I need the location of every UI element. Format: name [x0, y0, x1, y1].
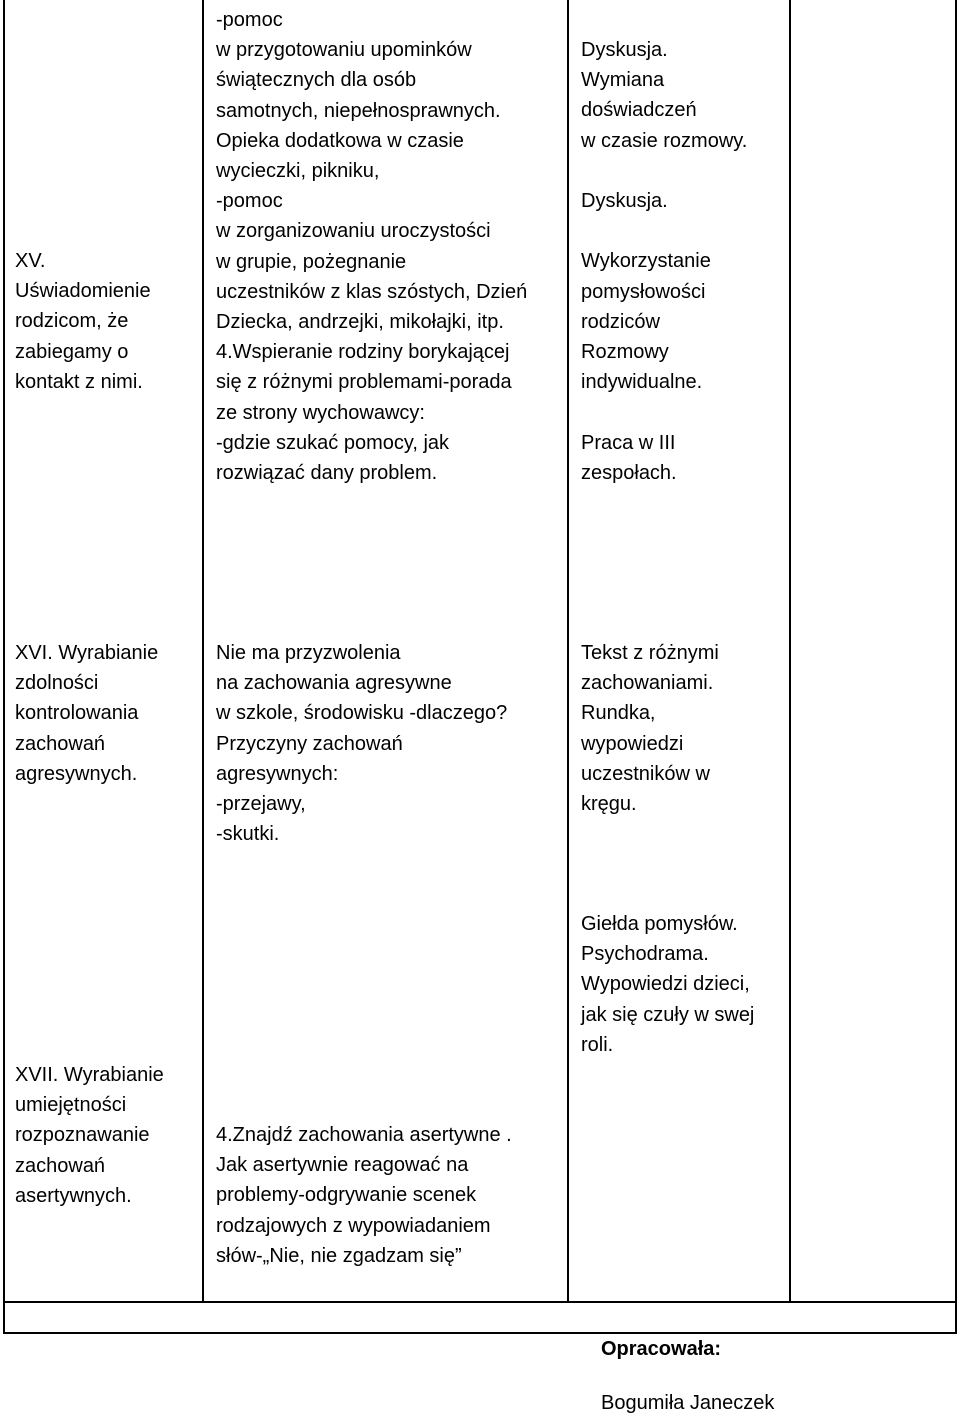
text-line: zachowań: [15, 732, 106, 755]
text-line: zespołach.: [581, 461, 677, 484]
text-line: kontrolowania: [15, 702, 139, 725]
text-line: słów-„Nie, nie zgadzam się”: [216, 1244, 462, 1267]
table-bottom-border: [3, 1332, 957, 1334]
text-line: Uświadomienie: [15, 280, 151, 303]
text-line: problemy-odgrywanie scenek: [216, 1184, 477, 1207]
text-line: rozwiązać dany problem.: [216, 462, 438, 485]
text-line: zachowaniami.: [581, 672, 714, 695]
text-line: w czasie rozmowy.: [581, 129, 748, 152]
text-line: 4.Znajdź zachowania asertywne .: [216, 1124, 512, 1146]
row-xvi-methods: [581, 638, 719, 819]
text-line: ze strony wychowawcy:: [216, 401, 425, 424]
table-col-divider-2: [567, 0, 569, 1303]
text-line: rodziców: [581, 310, 660, 333]
text-line: XV.: [15, 250, 46, 272]
row-xv-content: [216, 5, 527, 488]
text-line: agresywnych:: [216, 762, 339, 785]
text-line: w przygotowaniu upominków: [216, 39, 472, 62]
row-xvii-methods: [581, 909, 754, 1060]
text-line: kontakt z nimi.: [15, 370, 143, 393]
text-line: Przyczyny zachowań: [216, 732, 403, 755]
table-row-bottom-line: [3, 1301, 957, 1303]
text-line: zdolności: [15, 672, 99, 695]
text-line: -skutki.: [216, 823, 280, 846]
text-line: Jak asertywnie reagować na: [216, 1154, 469, 1177]
text-line: indywidualne.: [581, 371, 703, 394]
text-line: uczestników z klas szóstych, Dzień: [216, 280, 528, 303]
text-line: uczestników w: [581, 762, 710, 785]
row-xvi-topic: [15, 638, 158, 789]
text-line: -pomoc: [216, 190, 283, 213]
spacer: [581, 156, 747, 186]
text-line: Tekst z różnymi: [581, 642, 719, 664]
text-line: Dyskusja.: [581, 39, 668, 61]
row-xv-topic: [15, 246, 151, 397]
table-col-divider-3: [789, 0, 791, 1303]
text-line: na zachowania agresywne: [216, 672, 452, 695]
spacer: [581, 216, 747, 246]
spacer: [581, 397, 747, 427]
table-col-divider-1: [202, 0, 204, 1303]
text-line: XVI. Wyrabianie: [15, 642, 159, 664]
text-line: Dziecka, andrzejki, mikołajki, itp.: [216, 311, 504, 334]
text-line: -pomoc: [216, 9, 283, 31]
text-line: zachowań: [15, 1154, 106, 1177]
text-line: Dyskusja.: [581, 190, 668, 212]
row-xvii-topic: [15, 1060, 164, 1211]
text-line: asertywnych.: [15, 1184, 132, 1207]
row-xv-methods: [581, 35, 747, 488]
text-line: agresywnych.: [15, 762, 138, 785]
text-line: Wymiana: [581, 69, 665, 92]
text-line: doświadczeń: [581, 99, 697, 122]
text-line: umiejętności: [15, 1094, 127, 1117]
table-border-left: [3, 0, 5, 1334]
text-line: roli.: [581, 1033, 614, 1056]
text-line: świątecznych dla osób: [216, 69, 417, 92]
text-line: Wykorzystanie: [581, 250, 711, 273]
text-line: XVII. Wyrabianie: [15, 1064, 164, 1086]
text-line: Giełda pomysłów.: [581, 913, 738, 935]
text-line: rodzajowych z wypowiadaniem: [216, 1214, 491, 1237]
text-line: wycieczki, pikniku,: [216, 160, 380, 183]
text-line: rozpoznawanie: [15, 1124, 150, 1147]
text-line: w zorganizowaniu uroczystości: [216, 220, 491, 243]
text-line: samotnych, niepełnosprawnych.: [216, 99, 501, 122]
footer-label: Opracowała:: [601, 1338, 722, 1360]
text-line: Wypowiedzi dzieci,: [581, 973, 750, 996]
text-line: pomysłowości: [581, 280, 706, 303]
text-line: 4.Wspieranie rodziny borykającej: [216, 341, 510, 364]
text-line: w grupie, pożegnanie: [216, 250, 407, 273]
row-xvii-content: [216, 1120, 512, 1271]
text-line: Praca w III: [581, 431, 676, 454]
row-xvi-content: [216, 638, 507, 849]
text-line: Rundka,: [581, 702, 656, 725]
text-line: wypowiedzi: [581, 732, 684, 755]
text-line: -przejawy,: [216, 793, 306, 816]
text-line: się z różnymi problemami-porada: [216, 371, 512, 394]
text-line: jak się czuły w swej: [581, 1003, 755, 1026]
text-line: Psychodrama.: [581, 943, 709, 966]
footer-author: Bogumiła Janeczek: [601, 1392, 775, 1414]
table-border-right: [955, 0, 957, 1334]
text-line: Rozmowy: [581, 341, 669, 363]
text-line: Opieka dodatkowa w czasie: [216, 129, 464, 152]
text-line: zabiegamy o: [15, 340, 129, 363]
text-line: w szkole, środowisku -dlaczego?: [216, 702, 508, 725]
text-line: kręgu.: [581, 793, 637, 816]
text-line: Nie ma przyzwolenia: [216, 642, 401, 664]
text-line: -gdzie szukać pomocy, jak: [216, 431, 450, 454]
text-line: rodzicom, że: [15, 310, 129, 333]
